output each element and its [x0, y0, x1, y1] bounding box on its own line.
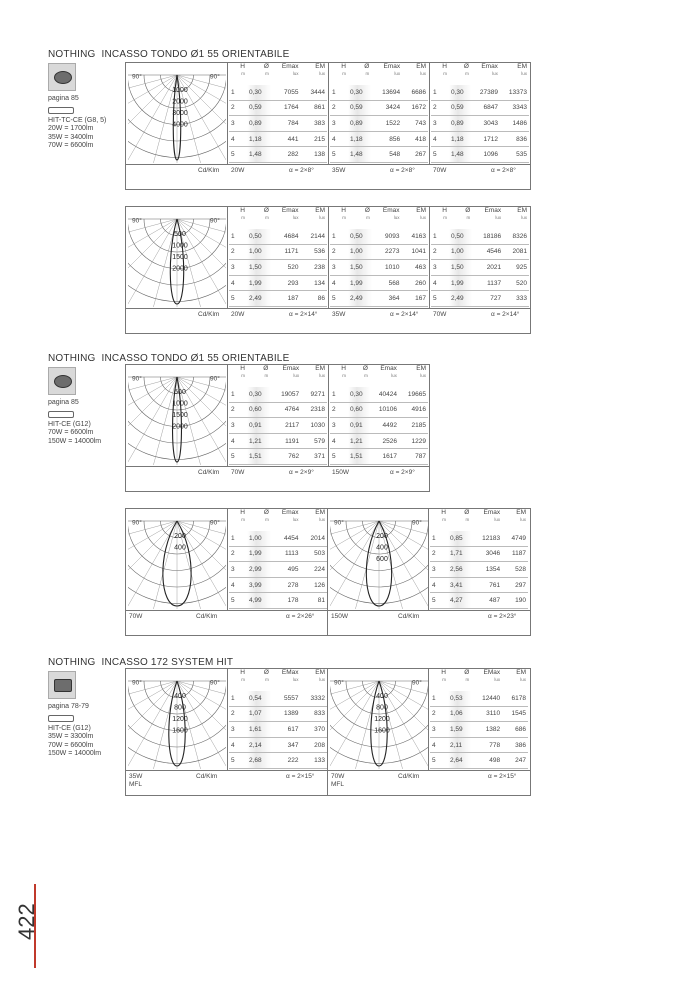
section-2-title: NOTHING INCASSO TONDO Ø1 55 ORIENTABILE	[48, 353, 290, 364]
table-header: H m Ø m Emax lux EM lux	[442, 207, 527, 220]
photometric-block-2	[125, 206, 531, 334]
table-row: 5 1,48 548 267	[330, 147, 428, 163]
lamp-type: HIT-CE (G12)	[48, 724, 91, 732]
intensity-scale-label: 4000	[172, 121, 188, 129]
intensity-scale-label: 400	[376, 544, 388, 552]
wattage-label: 35W	[332, 311, 346, 318]
intensity-scale-label: 600	[376, 556, 388, 563]
photometric-table	[431, 63, 529, 163]
table-row: 5 2,49 364 167	[330, 291, 428, 307]
angle-label-90: 90°	[132, 375, 142, 383]
table-row: 5 2,49 187 86	[229, 291, 327, 307]
table-row: 1 1,00 4454 2014	[229, 531, 327, 546]
lamp-type: HIT-TC-CE (G8, 5)	[48, 116, 107, 124]
intensity-scale-label: 2000	[172, 98, 188, 106]
page-ref: pagina 85	[48, 399, 79, 406]
table-row: 2 0,59 1764 861	[229, 100, 327, 116]
product-thumbnail	[48, 671, 76, 699]
table-row: 1 0,85 12183 4749	[430, 531, 528, 546]
angle-label-90: 90°	[132, 217, 142, 225]
angle-label-90: 90°	[210, 375, 220, 383]
photometric-table	[430, 669, 528, 769]
table-header: H m Ø m Emax lux EM lux	[240, 63, 325, 76]
angle-label-90: 90°	[412, 679, 422, 687]
beam-angle-label: α = 2×9°	[289, 469, 314, 476]
table-row: 5 4,99 178 81	[229, 593, 327, 609]
intensity-scale-label: 500	[174, 389, 186, 396]
intensity-scale-label: 200	[376, 533, 388, 540]
wattage-label: 70W MFL	[331, 773, 345, 788]
intensity-scale-label: 1500	[172, 254, 188, 261]
beam-angle-label: α = 2×15°	[488, 773, 517, 780]
photometric-table	[430, 509, 528, 609]
table-header: H m Ø m Emax lux EM lux	[240, 509, 325, 522]
angle-label-90: 90°	[132, 73, 142, 81]
table-row: 2 1,00 2273 1041	[330, 244, 428, 260]
beam-angle-label: α = 2×8°	[289, 167, 314, 174]
polar-diagram	[128, 365, 226, 465]
wattage-label: 150W	[332, 469, 349, 476]
product-thumbnail	[48, 63, 76, 91]
page-ref: pagina 78-79	[48, 703, 89, 710]
wattage-label: 70W	[433, 311, 447, 318]
table-header: H m Ø m Emax lux EM lux	[341, 207, 426, 220]
table-row: 5 1,51 762 371	[229, 449, 327, 465]
photometric-table	[229, 63, 327, 163]
table-row: 5 1,51 1617 787	[330, 449, 428, 465]
intensity-scale-label: 2000	[172, 265, 188, 273]
intensity-scale-label: 1600	[374, 727, 390, 735]
intensity-scale-label: 2000	[172, 423, 188, 431]
intensity-scale-label: 1000	[172, 242, 188, 250]
intensity-scale-label: 1600	[172, 727, 188, 735]
polar-diagram	[330, 669, 428, 769]
section-1-title: NOTHING INCASSO TONDO Ø1 55 ORIENTABILE	[48, 49, 290, 60]
table-header: H m Ø m Emax lux EM lux	[341, 365, 426, 378]
table-row: 4 1,99 1137 520	[431, 275, 529, 291]
photometric-table	[229, 509, 327, 609]
angle-label-90: 90°	[210, 217, 220, 225]
intensity-scale-label: 400	[174, 544, 186, 552]
table-row: 4 1,18 1712 836	[431, 131, 529, 147]
beam-angle-label: α = 2×14°	[289, 311, 318, 318]
cd-klm-label: Cd/Klm	[398, 773, 420, 780]
intensity-scale-label: 1200	[172, 716, 188, 723]
angle-label-90: 90°	[210, 73, 220, 81]
wattage-label: 150W	[331, 613, 348, 620]
table-row: 5 4,27 487 190	[430, 593, 528, 609]
photometric-table	[229, 207, 327, 307]
cd-klm-label: Cd/Klm	[198, 469, 220, 476]
table-row: 3 1,61 617 370	[229, 722, 327, 738]
table-row: 5 2,64 498 247	[430, 753, 528, 769]
intensity-scale-label: 800	[376, 704, 388, 712]
polar-diagram	[330, 509, 428, 609]
cd-klm-label: Cd/Klm	[398, 613, 420, 620]
intensity-scale-label: 800	[174, 704, 186, 712]
table-row: 3 0,89 3043 1486	[431, 116, 529, 132]
table-row: 4 1,18 441 215	[229, 131, 327, 147]
photometric-table	[330, 207, 428, 307]
table-row: 1 0,30 40424 19665	[330, 387, 428, 402]
product-thumbnail	[48, 367, 76, 395]
table-row: 4 2,11 778 386	[430, 737, 528, 753]
photometric-table	[431, 207, 529, 307]
table-header: H m Ø m Emax lux EM lux	[341, 63, 426, 76]
angle-label-90: 90°	[132, 519, 142, 527]
beam-angle-label: α = 2×26°	[286, 613, 315, 620]
cd-klm-label: Cd/Klm	[198, 167, 220, 174]
table-row: 3 1,59 1382 686	[430, 722, 528, 738]
lamp-type: HIT-CE (G12)	[48, 420, 91, 428]
table-row: 2 1,00 4546 2081	[431, 244, 529, 260]
section-1-info: pagina 85 HIT-TC-CE (G8, 5) 20W = 1700lm 35W = 3400lm 70W = 6600lm	[48, 95, 107, 149]
table-row: 2 1,99 1113 503	[229, 546, 327, 562]
intensity-scale-label: 1000	[172, 87, 188, 94]
beam-angle-label: α = 2×14°	[491, 311, 520, 318]
table-row: 1 0,50 4684 2144	[229, 229, 327, 244]
table-row: 4 3,41 761 297	[430, 577, 528, 593]
polar-diagram	[128, 669, 226, 769]
angle-label-90: 90°	[210, 679, 220, 687]
photometric-block-5	[125, 668, 531, 796]
beam-angle-label: α = 2×9°	[390, 469, 415, 476]
table-row: 2 1,71 3046 1187	[430, 546, 528, 562]
photometric-block-4	[125, 508, 531, 636]
table-row: 4 1,99 568 260	[330, 275, 428, 291]
section-2-info: pagina 85 HIT-CE (G12) 70W = 6600lm 150W = 14000lm	[48, 399, 102, 445]
intensity-scale-label: 3000	[172, 110, 188, 117]
angle-label-90: 90°	[210, 519, 220, 527]
lamp-icon	[48, 411, 74, 418]
table-header: H m Ø m Emax lux EM lux	[240, 207, 325, 220]
table-row: 3 2,56 1354 528	[430, 562, 528, 578]
cd-klm-label: Cd/Klm	[196, 613, 218, 620]
cd-klm-label: Cd/Klm	[198, 311, 220, 318]
wattage-label: 20W	[231, 311, 245, 318]
table-row: 1 0,50 9093 4163	[330, 229, 428, 244]
intensity-scale-label: 1500	[172, 412, 188, 419]
table-header: H m Ø m EMax lux EM lux	[441, 669, 526, 682]
angle-label-90: 90°	[334, 679, 344, 687]
cd-klm-label: Cd/Klm	[196, 773, 218, 780]
table-row: 1 0,50 18186 8326	[431, 229, 529, 244]
table-row: 1 0,53 12440 6178	[430, 691, 528, 706]
table-row: 5 1,48 282 138	[229, 147, 327, 163]
intensity-scale-label: 1200	[374, 716, 390, 723]
table-row: 2 0,60 10106 4916	[330, 402, 428, 418]
polar-diagram	[128, 63, 226, 163]
photometric-table	[229, 669, 327, 769]
table-row: 1 0,30 7055 3444	[229, 85, 327, 100]
table-row: 2 1,06 3110 1545	[430, 706, 528, 722]
table-row: 4 1,21 2526 1229	[330, 433, 428, 449]
wattage-label: 70W	[433, 167, 447, 174]
photometric-block-1	[125, 62, 531, 190]
beam-angle-label: α = 2×8°	[491, 167, 516, 174]
table-row: 3 1,50 2021 925	[431, 260, 529, 276]
wattage-label: 20W	[231, 167, 245, 174]
table-row: 4 1,21 1191 579	[229, 433, 327, 449]
lamp-icon	[48, 107, 74, 114]
table-row: 3 1,50 520 238	[229, 260, 327, 276]
table-row: 5 2,49 727 333	[431, 291, 529, 307]
table-row: 4 2,14 347 208	[229, 737, 327, 753]
beam-angle-label: α = 2×14°	[390, 311, 419, 318]
table-row: 2 1,07 1389 833	[229, 706, 327, 722]
page-number: 422	[14, 903, 39, 940]
table-row: 1 0,30 13694 6686	[330, 85, 428, 100]
table-row: 1 0,30 27389 13373	[431, 85, 529, 100]
angle-label-90: 90°	[132, 679, 142, 687]
table-row: 3 1,50 1010 463	[330, 260, 428, 276]
page-ref: pagina 85	[48, 95, 79, 102]
intensity-scale-label: 200	[174, 533, 186, 540]
beam-angle-label: α = 2×8°	[390, 167, 415, 174]
table-row: 2 0,59 6847 3343	[431, 100, 529, 116]
table-row: 3 0,89 784 383	[229, 116, 327, 132]
table-row: 2 0,60 4764 2318	[229, 402, 327, 418]
photometric-table	[330, 63, 428, 163]
section-3-info: pagina 78-79 HIT-CE (G12) 35W = 3300lm 70W = 6600lm 150W = 14000lm	[48, 703, 102, 757]
table-row: 3 2,99 495 224	[229, 562, 327, 578]
polar-diagram	[128, 509, 226, 609]
polar-diagram	[128, 207, 226, 307]
table-row: 2 1,00 1171 536	[229, 244, 327, 260]
table-row: 3 0,89 1522 743	[330, 116, 428, 132]
wattage-label: 35W MFL	[129, 773, 143, 788]
intensity-scale-label: 500	[174, 231, 186, 238]
photometric-table	[330, 365, 428, 465]
table-header: H m Ø m EMax lux EM lux	[240, 669, 325, 682]
photometric-table	[229, 365, 327, 465]
table-row: 3 0,91 2117 1030	[229, 418, 327, 434]
beam-angle-label: α = 2×23°	[488, 613, 517, 620]
wattage-label: 70W	[129, 613, 143, 620]
wattage-label: 70W	[231, 469, 245, 476]
beam-angle-label: α = 2×15°	[286, 773, 315, 780]
angle-label-90: 90°	[334, 519, 344, 527]
table-row: 4 1,18 856 418	[330, 131, 428, 147]
section-3-title: NOTHING INCASSO 172 SYSTEM HIT	[48, 657, 234, 668]
table-row: 5 2,68 222 133	[229, 753, 327, 769]
angle-label-90: 90°	[412, 519, 422, 527]
intensity-scale-label: 400	[174, 693, 186, 700]
table-header: H m Ø m Emax lux EM lux	[240, 365, 325, 378]
table-header: H m Ø m Emax lux EM lux	[441, 509, 526, 522]
table-row: 1 0,30 19057 9271	[229, 387, 327, 402]
intensity-scale-label: 400	[376, 693, 388, 700]
table-row: 1 0,54 5557 3332	[229, 691, 327, 706]
table-row: 2 0,59 3424 1672	[330, 100, 428, 116]
lamp-icon	[48, 715, 74, 722]
table-header: H m Ø m Emax lux EM lux	[442, 63, 527, 76]
photometric-block-3	[125, 364, 430, 492]
table-row: 4 1,99 293 134	[229, 275, 327, 291]
table-row: 5 1,48 1096 535	[431, 147, 529, 163]
wattage-label: 35W	[332, 167, 346, 174]
table-row: 4 3,99 278 126	[229, 577, 327, 593]
intensity-scale-label: 1000	[172, 400, 188, 408]
table-row: 3 0,91 4492 2185	[330, 418, 428, 434]
